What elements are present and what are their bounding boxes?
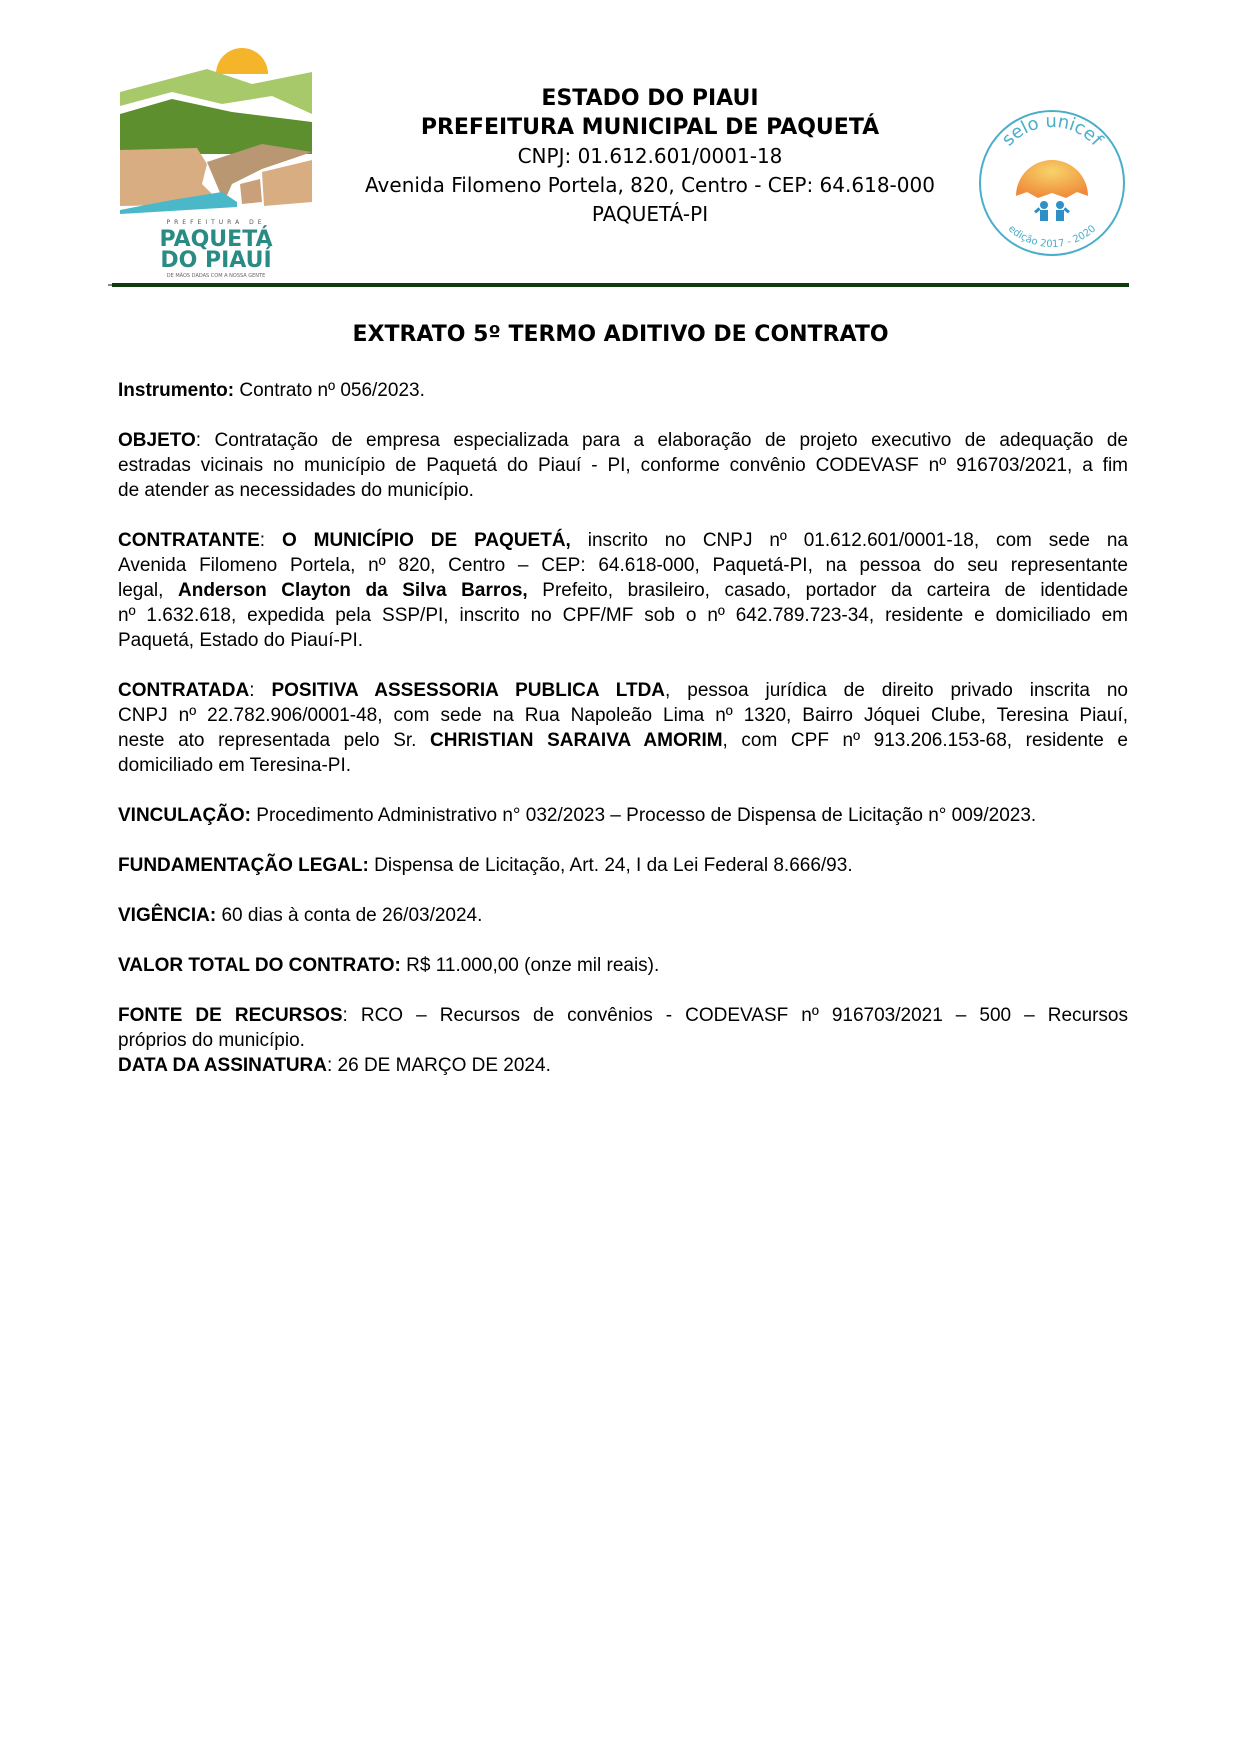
fonte-label: FONTE DE RECURSOS bbox=[118, 1005, 343, 1026]
landscape-logo-icon bbox=[112, 44, 334, 280]
contratada-line-4: domiciliado em Teresina-PI. bbox=[118, 755, 352, 776]
vigencia-paragraph bbox=[118, 903, 1128, 928]
contratada-line-2: CNPJ nº 22.782.906/0001-48, com sede na Rua Napoleão Lima nº 1320, Bairro Jóquei Clube, Teresina Piauí, bbox=[118, 705, 1128, 726]
prefeitura-name: PREFEITURA MUNICIPAL DE PAQUETÁ bbox=[420, 115, 880, 140]
document-title bbox=[0, 320, 1241, 350]
data-assinatura-label: DATA DA ASSINATURA bbox=[118, 1055, 327, 1076]
contratada-line-3: , com CPF nº 913.206.153-68, residente e bbox=[722, 730, 1128, 751]
letterhead bbox=[330, 84, 970, 229]
document-body bbox=[118, 378, 1128, 1103]
fonte-line-2: próprios do município. bbox=[118, 1030, 305, 1051]
logo-line2: DO PIAUÍ bbox=[160, 248, 272, 273]
contratante-line-4: nº 1.632.618, expedida pela SSP/PI, inscrito no CPF/MF sob o nº 642.789.723-34, residente e domiciliado em bbox=[118, 605, 1128, 626]
header-cnpj: CNPJ: 01.612.601/0001-18 bbox=[517, 144, 783, 168]
instrumento-paragraph bbox=[118, 378, 1128, 403]
contratante-sep: : bbox=[259, 530, 282, 551]
seal-bottom-textpath: edição 2017 - 2020 bbox=[1005, 223, 1099, 251]
logo-line1: PAQUETÁ bbox=[159, 227, 273, 252]
fundamentacao-label: FUNDAMENTAÇÃO LEGAL: bbox=[118, 855, 369, 876]
contratante-label: CONTRATANTE bbox=[118, 530, 260, 551]
contratante-paragraph bbox=[118, 528, 1128, 653]
instrumento-text: Contrato nº 056/2023. bbox=[234, 380, 425, 401]
contratada-line-1: , pessoa jurídica de direito privado inscrita no bbox=[665, 680, 1128, 701]
vigencia-label: VIGÊNCIA: bbox=[118, 905, 217, 926]
logo-tagline: DE MÃOS DADAS COM A NOSSA GENTE bbox=[166, 273, 266, 279]
logo-top-text: PREFEITURA DE bbox=[166, 219, 266, 226]
contratante-line-2: Avenida Filomeno Portela, nº 820, Centro – CEP: 64.618-000, Paquetá-PI, na pessoa do seu representante bbox=[118, 555, 1128, 576]
instrumento-label: Instrumento: bbox=[118, 380, 235, 401]
objeto-label: OBJETO bbox=[118, 430, 196, 451]
contratante-name: O MUNICÍPIO DE PAQUETÁ, bbox=[281, 530, 571, 551]
contratante-line-5: Paquetá, Estado do Piauí-PI. bbox=[118, 630, 364, 651]
vigencia-text: 60 dias à conta de 26/03/2024. bbox=[216, 905, 483, 926]
valor-text: R$ 11.000,00 (onze mil reais). bbox=[400, 955, 660, 976]
fundamentacao-text: Dispensa de Licitação, Art. 24, I da Lei Federal 8.666/93. bbox=[368, 855, 853, 876]
state-name: ESTADO DO PIAUI bbox=[541, 86, 759, 111]
valor-label: VALOR TOTAL DO CONTRATO: bbox=[118, 955, 401, 976]
vinculacao-label: VINCULAÇÃO: bbox=[118, 805, 251, 826]
data-assinatura-paragraph bbox=[118, 1053, 1128, 1078]
contratante-line-3: Prefeito, brasileiro, casado, portador da carteira de identidade bbox=[527, 580, 1129, 601]
vinculacao-paragraph bbox=[118, 803, 1128, 828]
header-divider bbox=[112, 283, 1129, 287]
unicef-seal-icon bbox=[972, 108, 1132, 258]
objeto-paragraph bbox=[118, 428, 1128, 503]
seal-top-textpath: selo unicef bbox=[997, 110, 1107, 151]
contratante-line-1: inscrito no CNPJ nº 01.612.601/0001-18, com sede na bbox=[570, 530, 1128, 551]
objeto-line-1: : Contratação de empresa especializada para a elaboração de projeto executivo de adequação de bbox=[195, 430, 1128, 451]
contratante-representative: Anderson Clayton da Silva Barros, bbox=[178, 580, 528, 601]
prefeitura-logo bbox=[112, 44, 334, 280]
fonte-line-1: : RCO – Recursos de convênios - CODEVASF nº 916703/2021 – 500 – Recursos bbox=[342, 1005, 1128, 1026]
contratada-paragraph bbox=[118, 678, 1128, 778]
objeto-line-3: de atender as necessidades do município. bbox=[118, 480, 474, 501]
header-address: Avenida Filomeno Portela, 820, Centro - CEP: 64.618-000 bbox=[365, 173, 935, 197]
contratante-line-3-pre: legal, bbox=[118, 580, 178, 601]
valor-paragraph bbox=[118, 953, 1128, 978]
header-city: PAQUETÁ-PI bbox=[591, 202, 709, 226]
fonte-paragraph bbox=[118, 1003, 1128, 1053]
selo-unicef-logo bbox=[972, 108, 1132, 258]
contratada-name: POSITIVA ASSESSORIA PUBLICA LTDA bbox=[271, 680, 666, 701]
objeto-line-2: estradas vicinais no município de Paquetá do Piauí - PI, conforme convênio CODEVASF nº 916703/2021, a fim bbox=[118, 455, 1128, 476]
contratada-representative: CHRISTIAN SARAIVA AMORIM bbox=[430, 730, 723, 751]
data-assinatura-text: : 26 DE MARÇO DE 2024. bbox=[326, 1055, 551, 1076]
fundamentacao-paragraph bbox=[118, 853, 1128, 878]
contratada-label: CONTRATADA bbox=[118, 680, 250, 701]
vinculacao-text: Procedimento Administrativo n° 032/2023 – Processo de Dispensa de Licitação n° 009/2023. bbox=[251, 805, 1037, 826]
contratada-line-3-pre: neste ato representada pelo Sr. bbox=[118, 730, 431, 751]
document-title-text: EXTRATO 5º TERMO ADITIVO DE CONTRATO bbox=[352, 322, 889, 347]
contratada-sep: : bbox=[249, 680, 272, 701]
